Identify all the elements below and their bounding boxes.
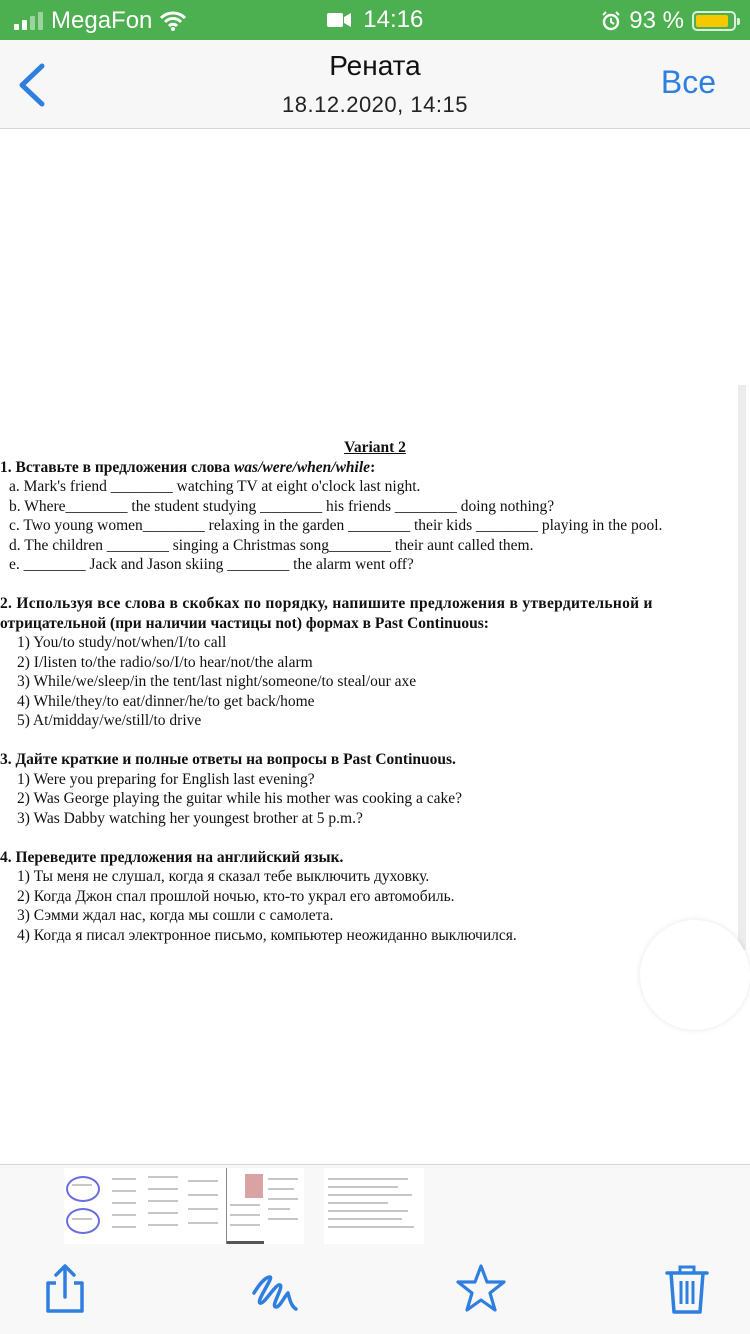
all-button[interactable]: Все (660, 64, 716, 100)
video-camera-icon (327, 12, 351, 28)
alarm-icon (601, 11, 621, 31)
star-icon[interactable] (456, 1263, 506, 1315)
task4-item: 1) Ты меня не слушал, когда я сказал тебе выключить духовку. (17, 868, 430, 885)
task2-title-line2: отрицательной (при наличии частицы not) формах в Past Continuous: (0, 614, 489, 632)
thumbnail[interactable] (264, 1168, 304, 1244)
battery-percent: 93 % (629, 7, 684, 34)
thumbnail[interactable] (64, 1168, 106, 1244)
worksheet-image[interactable] (0, 438, 750, 948)
task1-item: c. Two young women________ relaxing in the garden ________ their kids ________ playing in the pool. (9, 517, 663, 534)
task1-item: b. Where________ the student studying ________ his friends ________ doing nothing? (9, 497, 555, 515)
task4-title: 4. Переведите предложения на английский язык. (0, 848, 344, 866)
markup-icon[interactable] (250, 1263, 300, 1315)
worksheet-heading: Variant 2 (344, 439, 406, 456)
carrier-name: MegaFon (51, 7, 153, 34)
bottom-toolbar (0, 1249, 750, 1334)
thumbnail[interactable] (324, 1168, 424, 1244)
thumbnail-selected[interactable] (226, 1168, 266, 1244)
thumbnail[interactable] (144, 1168, 184, 1244)
nav-bar (0, 40, 750, 129)
task3-item: 3) Was Dabby watching her youngest brother at 5 p.m.? (17, 809, 363, 827)
trash-icon[interactable] (662, 1263, 712, 1315)
task2-item: 2) I/listen to/the radio/so/I/to hear/not/the alarm (17, 653, 313, 671)
task3-item: 1) Were you preparing for English last evening? (17, 770, 315, 788)
task1-item: e. ________ Jack and Jason skiing ________ the alarm went off? (9, 556, 414, 573)
task1-title: 1. Вставьте в предложения слова was/were/when/while: (0, 458, 376, 476)
task2-item: 3) While/we/sleep/in the tent/last night/someone/to steal/our axe (17, 673, 417, 690)
share-icon[interactable] (40, 1263, 90, 1315)
task4-item: 2) Когда Джон спал прошлой ночью, кто-то украл его автомобиль. (17, 887, 455, 905)
task2-item: 1) You/to study/not/when/I/to call (17, 634, 227, 651)
task2-item: 4) While/they/to eat/dinner/he/to get back/home (17, 692, 315, 710)
message-date: 18.12.2020, 14:15 (282, 92, 468, 117)
thumbnail[interactable] (184, 1168, 226, 1244)
floating-button[interactable] (640, 920, 750, 1030)
task2-item: 5) At/midday/we/still/to drive (17, 712, 202, 729)
thumbnail-strip[interactable] (0, 1164, 750, 1249)
thumbnail[interactable] (106, 1168, 144, 1244)
clock: 14:16 (363, 6, 424, 33)
task4-item: 3) Сэмми ждал нас, когда мы сошли с самолета. (17, 907, 334, 924)
task2-title-line1: 2. Используя все слова в скобках по порядку, напишите предложения в утвердительной и (0, 595, 653, 612)
battery-icon (692, 11, 736, 31)
contact-name: Рената (329, 50, 421, 81)
task3-item: 2) Was George playing the guitar while his mother was cooking a cake? (17, 790, 462, 807)
task1-item: a. Mark's friend ________ watching TV at eight o'clock last night. (9, 478, 421, 495)
status-right (601, 7, 736, 35)
task1-item: d. The children ________ singing a Christmas song________ their aunt called them. (9, 536, 534, 554)
task4-item: 4) Когда я писал электронное письмо, компьютер неожиданно выключился. (17, 926, 517, 944)
task3-title: 3. Дайте краткие и полные ответы на вопросы в Past Continuous. (0, 751, 456, 768)
status-bar (0, 0, 750, 40)
